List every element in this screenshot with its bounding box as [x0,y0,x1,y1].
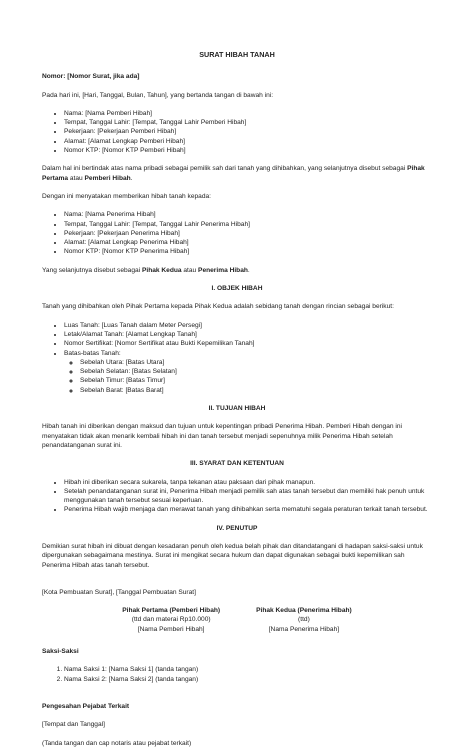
signature-name: [Nama Pemberi Hibah] [137,625,205,633]
spacer [42,579,432,588]
signature-note: (ttd dan materai Rp10.000) [131,616,211,624]
list-item: ◦ Sebelah Selatan: [Batas Selatan] [80,367,432,376]
section-text: Hibah tanah ini diberikan dengan maksud dan tujuan untuk kepentingan pribadi Penerima Hibah. Pemberi Hibah dengan ini menyatakan tidak akan menarik kembali hibah ini dan tanah tersebut menjadi sepenuhnya milik Penerima Hibah setelah penandatanganan surat ini. [42,423,402,449]
list-item: • Penerima Hibah wajib menjaga dan merawat tanah yang dihibahkan serta mematuhi segala peraturan terkait tanah tersebut. [64,505,432,514]
signature-note: (ttd) [298,616,310,624]
penerima-description [42,266,432,275]
spacer [42,693,432,702]
section-heading-objek: I. OBJEK HIBAH [211,285,263,293]
list-item: • Tempat, Tanggal Lahir: [Tempat, Tanggal Lahir Penerima Hibah] [64,220,432,229]
signature-title: Pihak Kedua (Penerima Hibah) [256,607,352,615]
list-item: • Nama: [Nama Penerima Hibah] [64,210,432,219]
list-item: • Luas Tanah: [Luas Tanah dalam Meter Persegi] [64,321,432,330]
saksi-list [42,665,432,684]
text-span: . [247,266,250,274]
section-heading-penutup: IV. PENUTUP [216,524,258,532]
text-span: Dalam hal ini bertindak atas nama pribadi sebagai pemilik sah dari tanah yang dihibahkan, yang selanjutnya disebut sebagai [42,165,408,173]
list-item: • Nama: [Nama Pemberi Hibah] [64,109,432,118]
list-item: • Setelah penandatanganan surat ini, Penerima Hibah menjadi pemilik sah atas tanah tersebut dan memiliki hak penuh untuk menggunakan tanah tersebut sesuai keperluan. [64,487,432,506]
bold-term: Penerima Hibah [198,266,248,274]
pengesahan-place-date: [Tempat dan Tanggal] [42,721,105,729]
signature-block [42,606,432,634]
intro-text: Pada hari ini, [Hari, Tanggal, Bulan, Tahun], yang bertanda tangan di bawah ini: [42,91,274,99]
list-item: • Nomor KTP: [Nomor KTP Pemberi Hibah] [64,146,432,155]
text-span: Yang selanjutnya disebut sebagai [42,266,142,274]
list-item: • Pekerjaan: [Pekerjaan Penerima Hibah] [64,229,432,238]
list-item: • Pekerjaan: [Pekerjaan Pemberi Hibah] [64,127,432,136]
list-item: • Letak/Alamat Tanah: [Alamat Lengkap Tanah] [64,330,432,339]
objek-list [42,321,432,395]
pengesahan-signature-note: (Tanda tangan dan cap notaris atau pejabat terkait) [42,739,192,747]
text-span: atau [181,266,199,274]
list-item: • Nomor KTP: [Nomor KTP Penerima Hibah] [64,247,432,256]
section-heading-tujuan: II. TUJUAN HIBAH [208,405,266,413]
list-item: ◦ Sebelah Timur: [Batas Timur] [80,376,432,385]
signature-name: [Nama Penerima Hibah] [268,625,340,633]
list-item [64,349,432,395]
batas-list [64,358,432,395]
penerima-list [42,210,432,256]
pemberi-description [42,164,432,183]
list-item-label: Batas-batas Tanah: [64,349,121,357]
signature-penerima [256,606,352,634]
list-item: 1. Nama Saksi 1: [Nama Saksi 1] (tanda tangan) [64,665,432,674]
document-number: Nomor: [Nomor Surat, jika ada] [42,73,140,81]
pengesahan-heading: Pengesahan Pejabat Terkait [42,702,130,710]
document-title: SURAT HIBAH TANAH [199,50,275,59]
list-item: ◦ Sebelah Barat: [Batas Barat] [80,386,432,395]
list-item: • Nomor Sertifikat: [Nomor Sertifikat atau Bukti Kepemilikan Tanah] [64,339,432,348]
syarat-list [42,478,432,515]
text-span: atau [68,174,85,182]
intro2-text: Dengan ini menyatakan memberikan hibah tanah kepada: [42,192,211,200]
saksi-heading: Saksi-Saksi [42,648,79,656]
section-text: Demikian surat hibah ini dibuat dengan kesadaran penuh oleh kedua belah pihak dan ditandatangani di hadapan saksi-saksi untuk dipergunakan sebagaimana mestinya. Surat ini mengikat secara hukum dan dapat digunakan sebagai bukti kepemilikan sah Penerima Hibah atas tanah tersebut. [42,542,423,569]
pemberi-list [42,109,432,155]
list-item: • Hibah ini diberikan secara sukarela, tanpa tekanan atau paksaan dari pihak manapun. [64,478,432,487]
signature-pemberi [122,606,220,634]
list-item: • Tempat, Tanggal Lahir: [Tempat, Tanggal Lahir Pemberi Hibah] [64,118,432,127]
list-item: • Alamat: [Alamat Lengkap Penerima Hibah] [64,238,432,247]
section-heading-syarat: III. SYARAT DAN KETENTUAN [190,460,284,468]
bold-term: Pemberi Hibah [84,174,131,182]
bold-term: Pihak Pertama [42,165,425,182]
text-span: . [130,174,133,182]
list-item: 2. Nama Saksi 2: [Nama Saksi 2] (tanda tangan) [64,675,432,684]
list-item: ◦ Sebelah Utara: [Batas Utara] [80,358,432,367]
bold-term: Pihak Kedua [141,266,182,274]
section-text: Tanah yang dihibahkan oleh Pihak Pertama kepada Pihak Kedua adalah sebidang tanah dengan rincian sebagai berikut: [42,303,394,311]
place-date: [Kota Pembuatan Surat], [Tanggal Pembuatan Surat] [42,588,196,596]
list-item: • Alamat: [Alamat Lengkap Pemberi Hibah] [64,137,432,146]
signature-title: Pihak Pertama (Pemberi Hibah) [122,607,221,615]
